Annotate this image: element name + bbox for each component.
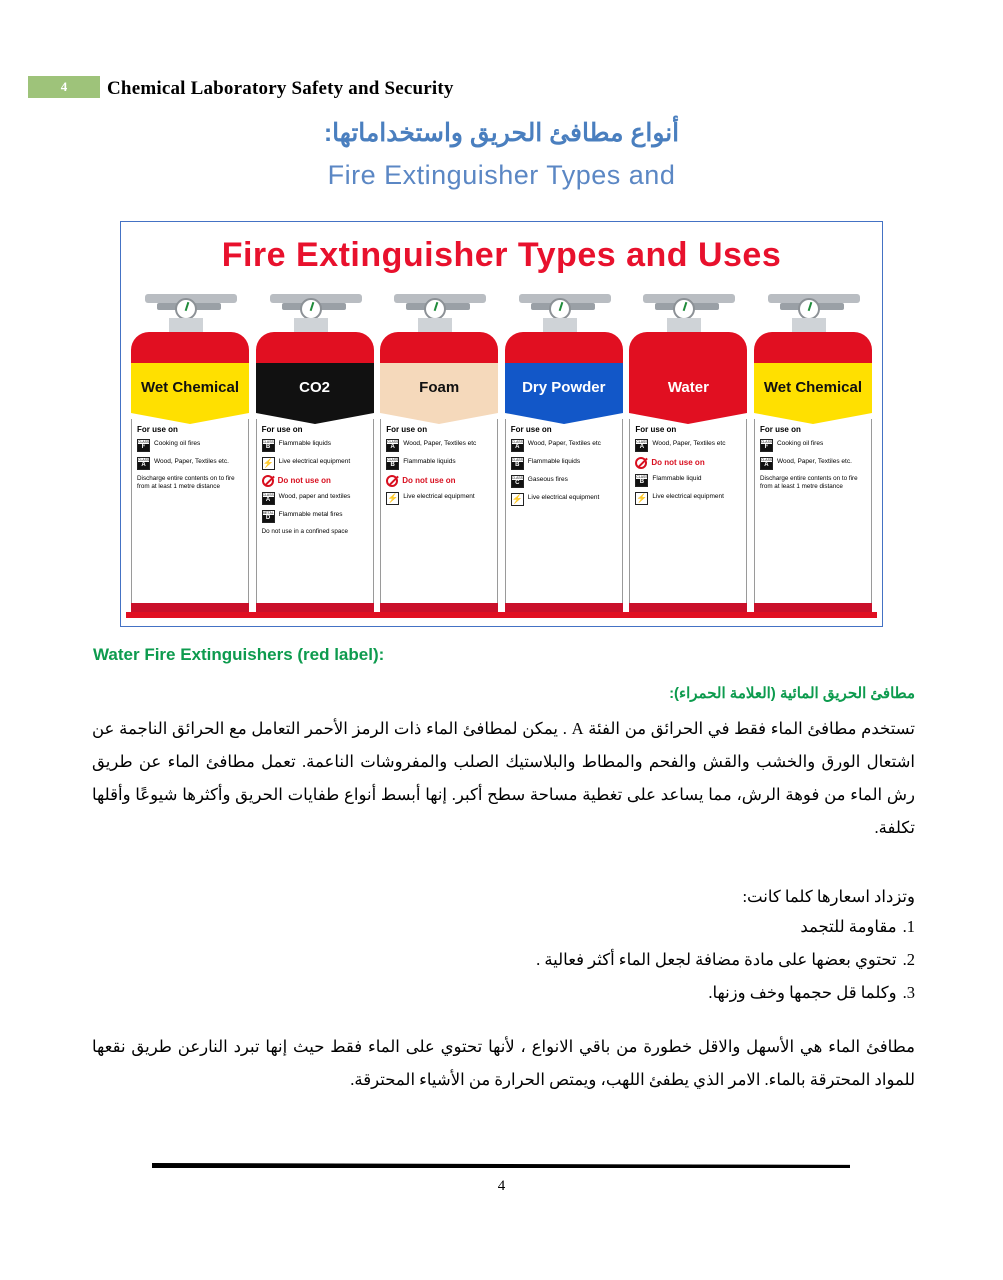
extinguisher-label-band	[754, 363, 872, 419]
cylinder-foot	[749, 612, 876, 618]
use-item	[511, 439, 617, 452]
cylinder-neck	[169, 318, 203, 332]
fire-class-a-icon: CLASS A	[386, 439, 399, 452]
extinguisher-type-label: Wet Chemical	[131, 363, 249, 413]
use-item-label: Flammable metal fires	[278, 511, 343, 518]
fire-class-d-icon: METAL D	[262, 510, 275, 523]
use-item	[760, 439, 866, 452]
extinguisher-foam-2	[380, 288, 498, 620]
extinguisher-water-4	[629, 288, 747, 620]
cylinder-top	[505, 332, 623, 364]
extinguisher-type-label: Dry Powder	[505, 363, 623, 413]
use-item	[760, 457, 866, 470]
pressure-gauge-icon	[798, 298, 820, 320]
page-number-tab: 4	[28, 76, 100, 98]
cylinder-top	[380, 332, 498, 364]
use-item-label: Flammable liquids	[278, 440, 331, 447]
label-band-point	[380, 413, 498, 424]
label-band-point	[505, 413, 623, 424]
label-band-point	[754, 413, 872, 424]
use-item-label: Wood, Paper, Textiles etc.	[154, 458, 229, 465]
list-item	[92, 910, 915, 943]
section-title-english: Fire Extinguisher Types and	[327, 160, 676, 190]
cylinder-base	[256, 603, 374, 612]
prohibited-icon	[262, 475, 274, 487]
extinguisher-info-panel	[256, 419, 374, 603]
extinguisher-type-label: Wet Chemical	[754, 363, 872, 413]
pressure-gauge-icon	[424, 298, 446, 320]
list-item-label: مقاومة للتجمد	[800, 917, 897, 936]
use-item-label: Wood, Paper, Textiles etc	[652, 440, 726, 447]
for-use-on-heading: For use on	[510, 425, 552, 434]
extinguisher-info-panel	[505, 419, 623, 603]
cylinder-base	[131, 603, 249, 612]
heading-water-extinguishers-en: Water Fire Extinguishers (red label):	[93, 645, 385, 664]
extinguisher-handle	[505, 288, 623, 332]
fire-class-a-icon: CLASS A	[262, 492, 275, 505]
extinguisher-type-label: Water	[629, 363, 747, 413]
extinguisher-handle	[754, 288, 872, 332]
extinguisher-label-band	[256, 363, 374, 419]
extinguisher-label-band	[131, 363, 249, 419]
for-use-on-heading: For use on	[386, 425, 428, 434]
use-item	[137, 439, 243, 452]
extinguisher-wet-chemical-0	[131, 288, 249, 620]
cylinder-neck	[667, 318, 701, 332]
extinguisher-info-panel	[754, 419, 872, 603]
extinguisher-handle	[629, 288, 747, 332]
cylinder-foot	[375, 612, 502, 618]
for-use-on-heading: For use on	[759, 425, 801, 434]
extinguisher-handle	[131, 288, 249, 332]
use-item	[511, 457, 617, 470]
list-item-label: وكلما قل حجمها وخف وزنها.	[708, 983, 897, 1002]
prohibited-icon	[386, 475, 398, 487]
prohibited-icon	[635, 457, 647, 469]
cylinder-foot	[251, 612, 378, 618]
pressure-gauge-icon	[175, 298, 197, 320]
cylinder-base	[629, 603, 747, 612]
use-item-label: Flammable liquids	[527, 458, 581, 465]
electrical-bolt-icon: ⚡	[511, 493, 524, 506]
use-item	[262, 492, 368, 505]
use-item-label: Flammable liquids	[403, 458, 456, 465]
for-use-on-heading: For use on	[137, 425, 178, 434]
fire-extinguisher-poster	[120, 221, 883, 627]
extinguisher-dry-powder-3	[505, 288, 623, 620]
use-item-label: Wood, paper and textiles	[278, 493, 351, 500]
fire-class-b-icon: CLASS B	[262, 439, 275, 452]
extinguisher-type-label: CO2	[256, 363, 374, 413]
extinguisher-co2-1	[256, 288, 374, 620]
for-use-on-heading: For use on	[635, 425, 677, 434]
list-item	[92, 976, 915, 1009]
use-item	[635, 474, 741, 487]
document-header-title: Chemical Laboratory Safety and Security	[107, 78, 454, 99]
extinguisher-label-band	[380, 363, 498, 419]
poster-title: Fire Extinguisher Types and Uses	[221, 236, 782, 274]
cylinder-neck	[543, 318, 577, 332]
list-item-number: 3.	[902, 983, 915, 1002]
use-item	[386, 457, 492, 470]
electrical-bolt-icon: ⚡	[635, 492, 648, 505]
use-item	[511, 493, 617, 506]
list-item-number: 1.	[902, 917, 915, 936]
extinguisher-note: Discharge entire contents on to fire from at least 1 metre distance	[137, 475, 235, 491]
do-not-use-on-heading: Do not use on	[635, 457, 741, 469]
extinguisher-info-panel	[131, 419, 249, 603]
extinguisher-type-label: Foam	[380, 363, 498, 413]
do-not-use-on-heading: Do not use on	[262, 475, 368, 487]
fire-class-a-icon: CLASS A	[635, 439, 648, 452]
extinguisher-wet-chemical-5	[754, 288, 872, 620]
cylinder-neck	[294, 318, 328, 332]
electrical-bolt-icon: ⚡	[386, 492, 399, 505]
list-item-number: 2.	[902, 950, 915, 969]
fire-class-b-icon: CLASS B	[635, 474, 648, 487]
extinguisher-label-band	[505, 363, 623, 419]
use-item-label: Cooking oil fires	[154, 440, 201, 447]
paragraph-2: وتزداد اسعارها كلما كانت:	[742, 887, 915, 906]
cylinder-foot	[500, 612, 627, 618]
section-title-arabic: أنواع مطافئ الحريق واستخداماتها:	[323, 119, 680, 147]
cylinder-top	[256, 332, 374, 364]
cylinder-base	[754, 603, 872, 612]
use-item-label: Flammable liquid	[652, 475, 702, 482]
use-item	[262, 439, 368, 452]
use-item-label: Live electrical equipment	[403, 493, 475, 500]
cylinder-top	[629, 332, 747, 364]
cylinder-neck	[792, 318, 826, 332]
pressure-gauge-icon	[549, 298, 571, 320]
use-item	[635, 492, 741, 505]
use-item	[635, 439, 741, 452]
extinguisher-note: Discharge entire contents on to fire from at least 1 metre distance	[759, 475, 858, 491]
fire-class-a-icon: CLASS A	[511, 439, 524, 452]
extinguisher-note: Do not use in a confined space	[261, 528, 349, 535]
list-item	[92, 943, 915, 976]
use-item-label: Wood, Paper, Textiles etc	[527, 440, 601, 447]
use-item	[386, 439, 492, 452]
electrical-bolt-icon: ⚡	[262, 457, 275, 470]
for-use-on-heading: For use on	[261, 425, 303, 434]
cylinder-foot	[625, 612, 752, 618]
cylinder-base	[505, 603, 623, 612]
extinguisher-label-band	[629, 363, 747, 419]
label-band-point	[131, 413, 249, 424]
cylinder-foot	[126, 612, 253, 618]
price-factors-list	[92, 910, 915, 1009]
label-band-point	[256, 413, 374, 424]
fire-class-b-icon: CLASS B	[386, 457, 399, 470]
extinguisher-handle	[256, 288, 374, 332]
list-item-label: تحتوي بعضها على مادة مضافة لجعل الماء أكثر فعالية .	[536, 950, 897, 969]
use-item-label: Live electrical equipment	[278, 458, 351, 465]
use-item-label: Live electrical equipment	[652, 493, 724, 500]
use-item-label: Cooking oil fires	[776, 440, 824, 447]
use-item	[262, 457, 368, 470]
fire-class-f-icon: CLASS F	[760, 439, 773, 452]
use-item-label: Wood, Paper, Textiles etc	[403, 440, 477, 447]
use-item	[511, 475, 617, 488]
heading-water-extinguishers-ar: مطافئ الحريق المائية (العلامة الحمراء):	[669, 685, 915, 702]
do-not-use-on-heading: Do not use on	[386, 475, 492, 487]
extinguisher-info-panel	[380, 419, 498, 603]
footer-divider	[152, 1163, 850, 1168]
extinguisher-handle	[380, 288, 498, 332]
extinguisher-row	[131, 288, 872, 620]
use-item-label: Wood, Paper, Textiles etc.	[776, 458, 852, 465]
extinguisher-info-panel	[629, 419, 747, 603]
footer-page-number: 4	[497, 1178, 506, 1194]
use-item	[137, 457, 243, 470]
use-item	[386, 492, 492, 505]
fire-class-f-icon: CLASS F	[137, 439, 150, 452]
paragraph-3: مطافئ الماء هي الأسهل والاقل خطورة من باقي الانواع ، لأنها تحتوي على الماء فقط حيث إنها تبرد النارعن طريق نقعها للمواد المحترقة بالماء. الامر الذي يطفئ اللهب، ويمتص الحرارة من الأشياء المحترقة.	[92, 1037, 915, 1089]
pressure-gauge-icon	[673, 298, 695, 320]
paragraph-1: تستخدم مطافئ الماء فقط في الحرائق من الفئة A . يمكن لمطافئ الماء ذات الرمز الأحمر التعامل مع الحرائق الناجمة عن اشتعال الورق والخشب والقش والفحم والمطاط والبلاستيك الصلب والمفروشات الناعمة. تعمل مطافئ الماء عن طريق رش الماء من فوهة الرش، مما يساعد على تغطية مساحة سطح أكبر. إنها أبسط أنواع طفايات الحريق وأكثرها شيوعًا وأقلها تكلفة.	[92, 719, 915, 837]
cylinder-neck	[418, 318, 452, 332]
use-item	[262, 510, 368, 523]
cylinder-top	[754, 332, 872, 364]
use-item-label: Gaseous fires	[527, 476, 568, 483]
fire-class-a-icon: CLASS A	[137, 457, 150, 470]
use-item-label: Live electrical equipment	[527, 494, 600, 501]
fire-class-a-icon: CLASS A	[760, 457, 773, 470]
fire-class-c-icon: CLASS C	[511, 475, 524, 488]
fire-class-b-icon: CLASS B	[511, 457, 524, 470]
cylinder-base	[380, 603, 498, 612]
cylinder-top	[131, 332, 249, 364]
pressure-gauge-icon	[300, 298, 322, 320]
label-band-point	[629, 413, 747, 424]
